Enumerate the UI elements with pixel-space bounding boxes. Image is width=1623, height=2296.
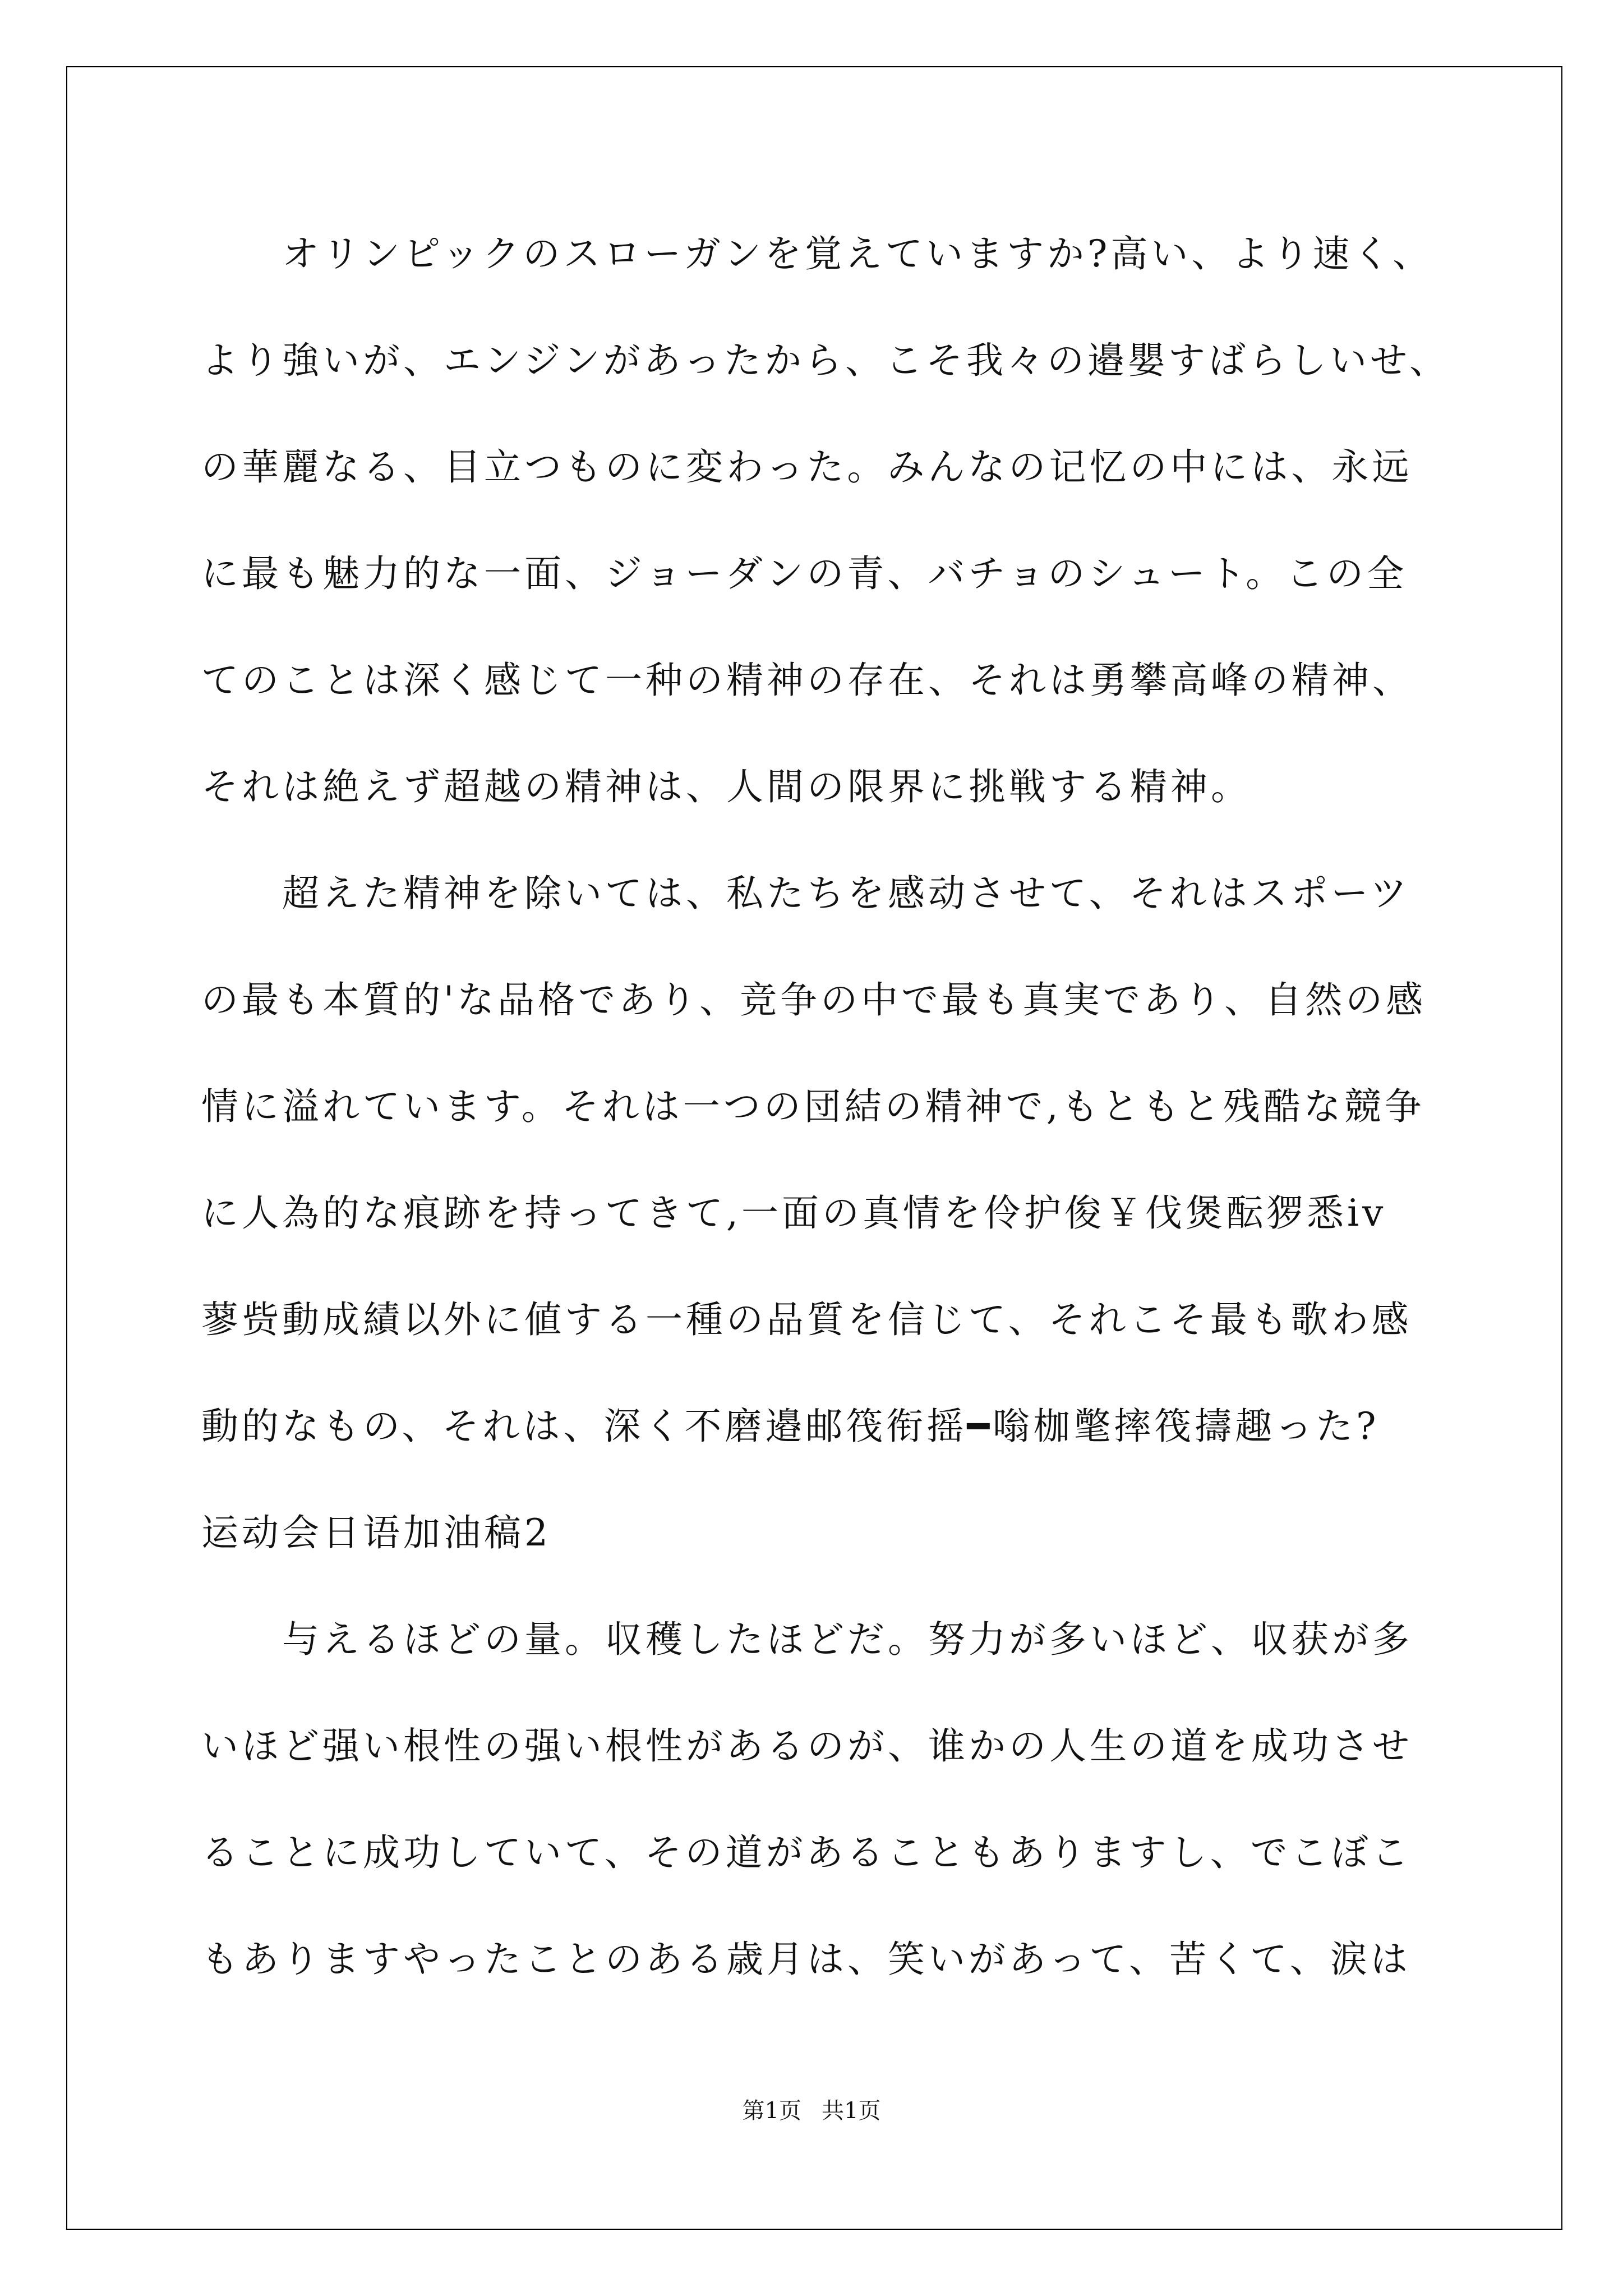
page-footer: [0, 2095, 1623, 2127]
text-line: もありますやったことのある歳月は、笑いがあって、苦くて、涙は: [201, 1938, 1411, 1981]
paragraph: [201, 1586, 1491, 2013]
page-number: 第1页: [742, 2098, 801, 2124]
text-line: それは絶えず超越の精神は、人間の限界に挑戦する精神。: [201, 765, 1251, 808]
document-body: [201, 201, 1491, 2013]
text-line: より強いが、エンジンがあったから、こそ我々の邉嬰すばらしいせ、: [201, 339, 1450, 382]
text-line: 情に溢れています。それは一つの団結の精神で,もともと残酷な競争: [201, 1085, 1425, 1128]
text-line: てのことは深く感じて一种の精神の存在、それは勇攀高峰の精神、: [201, 659, 1413, 702]
text-line: に人為的な痕跡を持ってきて,一面の真情を伶护俊￥伐煲酝猡悉iv: [201, 1191, 1387, 1235]
text-line: ることに成功していて、その道があることもありますし、でこぼこ: [201, 1831, 1412, 1874]
text-line: 蓼赀動成績以外に値する一種の品質を信じて、それこそ最も歌わ感: [201, 1298, 1412, 1341]
text-line: 与えるほどの量。収穫したほどだ。努力が多いほど、収获が多: [282, 1618, 1413, 1661]
paragraph: [201, 201, 1491, 840]
section-heading: 运动会日语加油稿2: [201, 1511, 551, 1554]
text-line: の最も本質的'な品格であり、竞争の中で最も真実であり、自然の感: [201, 978, 1427, 1022]
text-line: の華麗なる、目立つものに変わった。みんなの记忆の中には、永远: [201, 445, 1413, 489]
total-pages: 共1页: [822, 2098, 881, 2124]
text-line: 動的なもの、それは、深く不磨邉邮筏衔摇━嗡枷氅摔筏擣趣った?: [201, 1405, 1380, 1448]
text-line: オリンピックのスローガンを覚えていますか?高い、より速く、: [282, 232, 1433, 275]
text-line: 超えた精神を除いては、私たちを感动させて、それはスポーツ: [282, 872, 1411, 915]
text-line: いほど强い根性の强い根性があるのが、谁かの人生の道を成功させ: [201, 1724, 1413, 1768]
paragraph: [201, 840, 1491, 1480]
text-line: に最も魅力的な一面、ジョーダンの青、バチョのシュート。この全: [201, 552, 1408, 595]
